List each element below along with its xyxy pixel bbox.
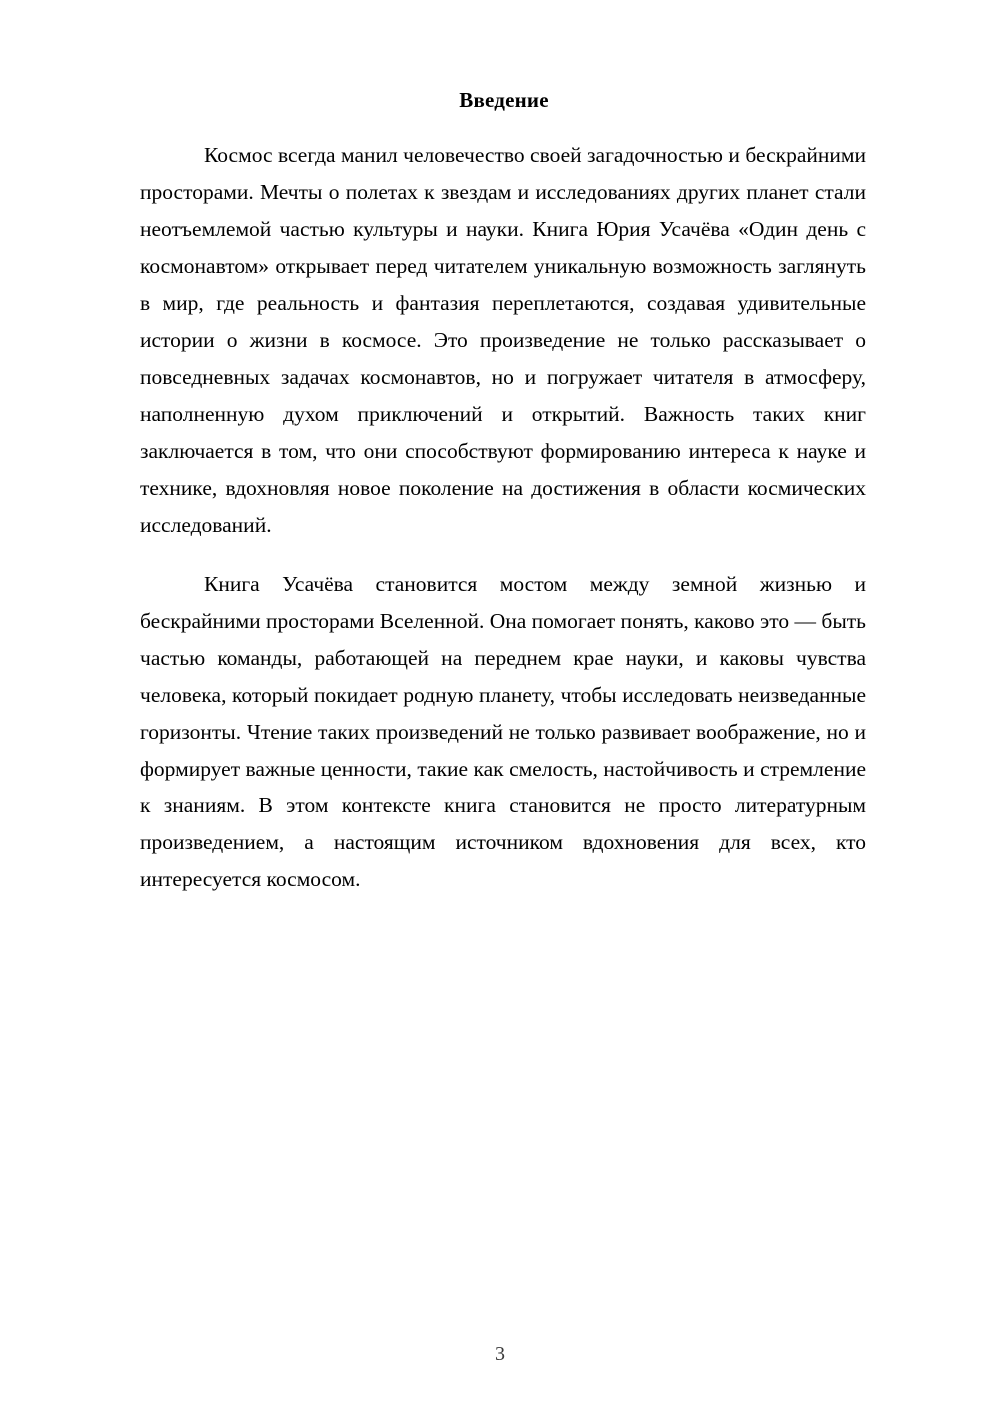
- paragraph: Книга Усачёва становится мостом между земной жизнью и бескрайними просторами Вселенной. Она помогает понять, каково это — быть частью команды, работающей на переднем крае науки, и каковы чувства человека, который покидает родную планету, чтобы исследовать неизведанные горизонты. Чтение таких произведений не только развивает воображение, но и формирует важные ценности, такие как смелость, настойчивость и стремление к знаниям. В этом контексте книга становится не просто литературным произведением, а настоящим источником вдохновения для всех, кто интересуется космосом.: [140, 571, 866, 892]
- page-title: Введение: [459, 88, 549, 112]
- paragraph: Космос всегда манил человечество своей загадочностью и бескрайними просторами. Мечты о полетах к звездам и исследованиях других планет стали неотъемлемой частью культуры и науки. Книга Юрия Усачёва «Один день с космонавтом» открывает перед читателем уникальную возможность заглянуть в мир, где реальность и фантазия переплетаются, создавая удивительные истории о жизни в космосе. Это произведение не только рассказывает о повседневных задачах космонавтов, но и погружает читателя в атмосферу, наполненную духом приключений и открытий. Важность таких книг заключается в том, что они способствуют формированию интереса к науке и технике, вдохновляя новое поколение на достижения в области космических исследований.: [140, 143, 866, 537]
- page-number: 3: [495, 1343, 505, 1365]
